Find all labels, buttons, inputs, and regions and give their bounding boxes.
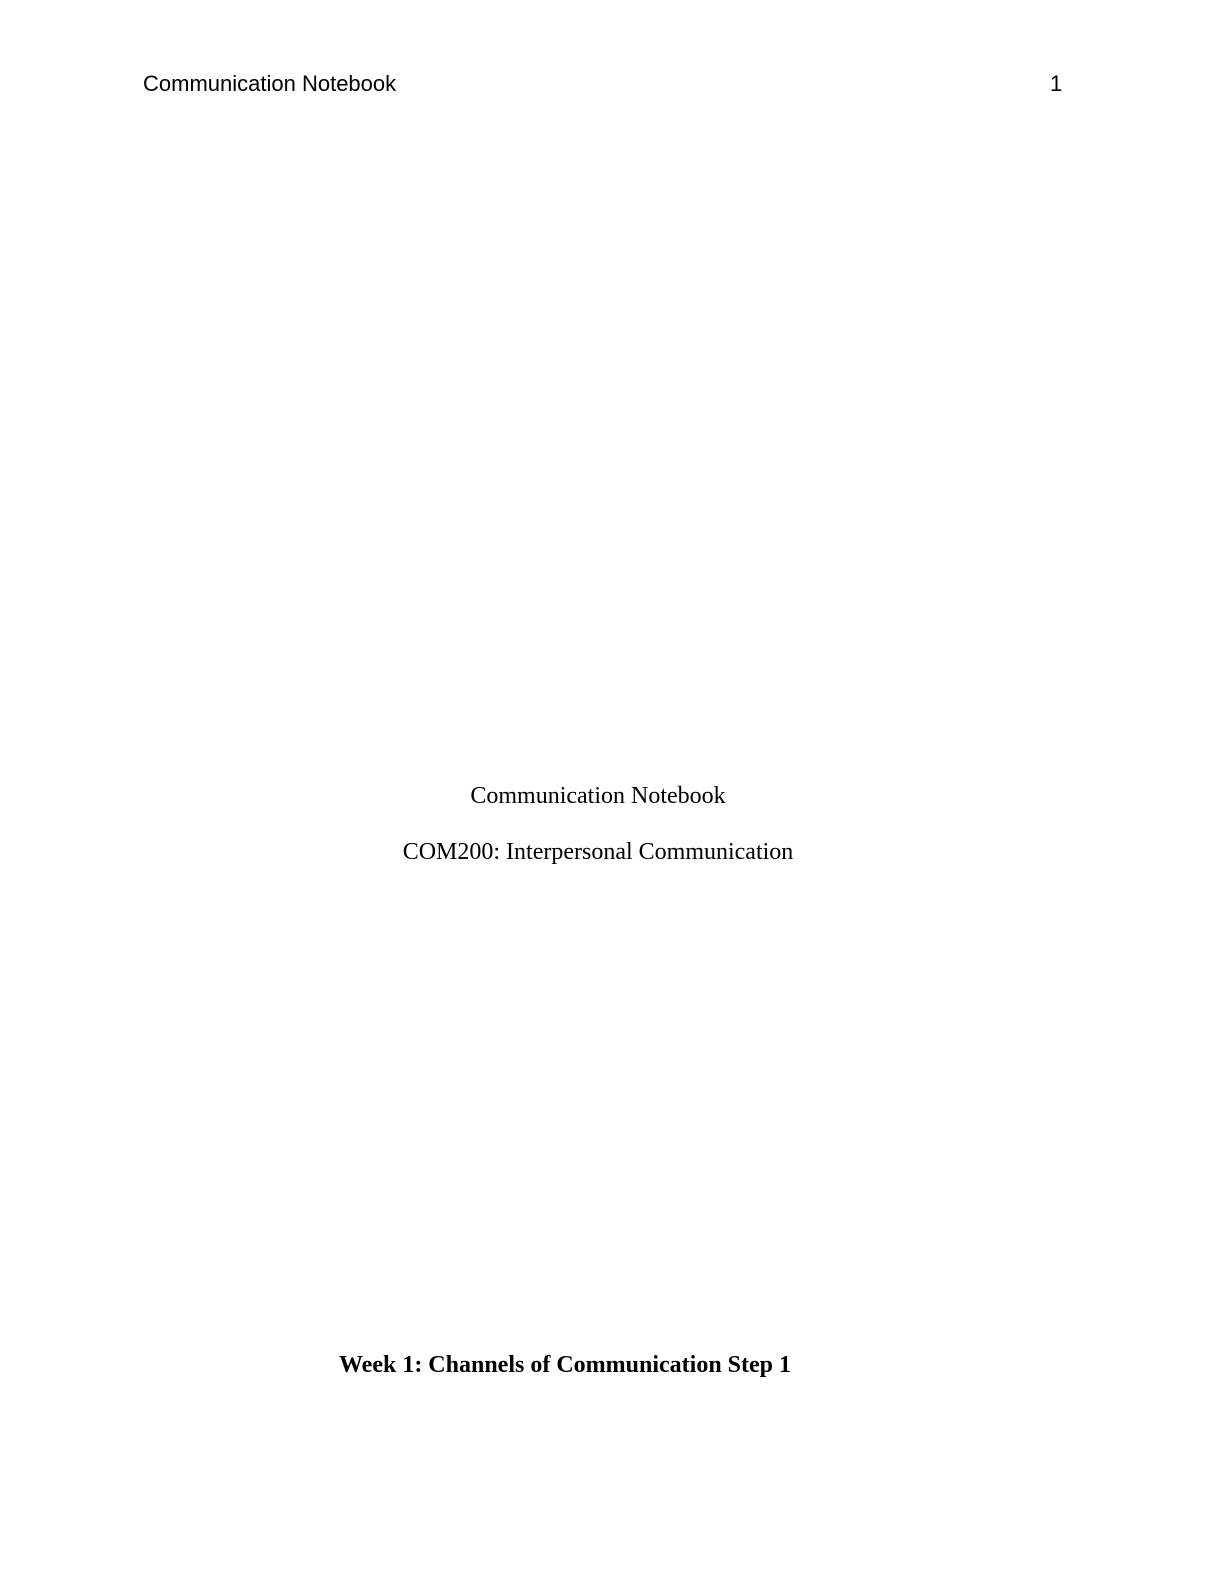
page-number: 1	[1050, 71, 1063, 96]
document-title: Communication Notebook	[470, 783, 726, 809]
course-title: COM200: Interpersonal Communication	[402, 839, 794, 865]
running-head: Communication Notebook	[143, 71, 397, 96]
section-heading: Week 1: Channels of Communication Step 1	[338, 1352, 792, 1378]
